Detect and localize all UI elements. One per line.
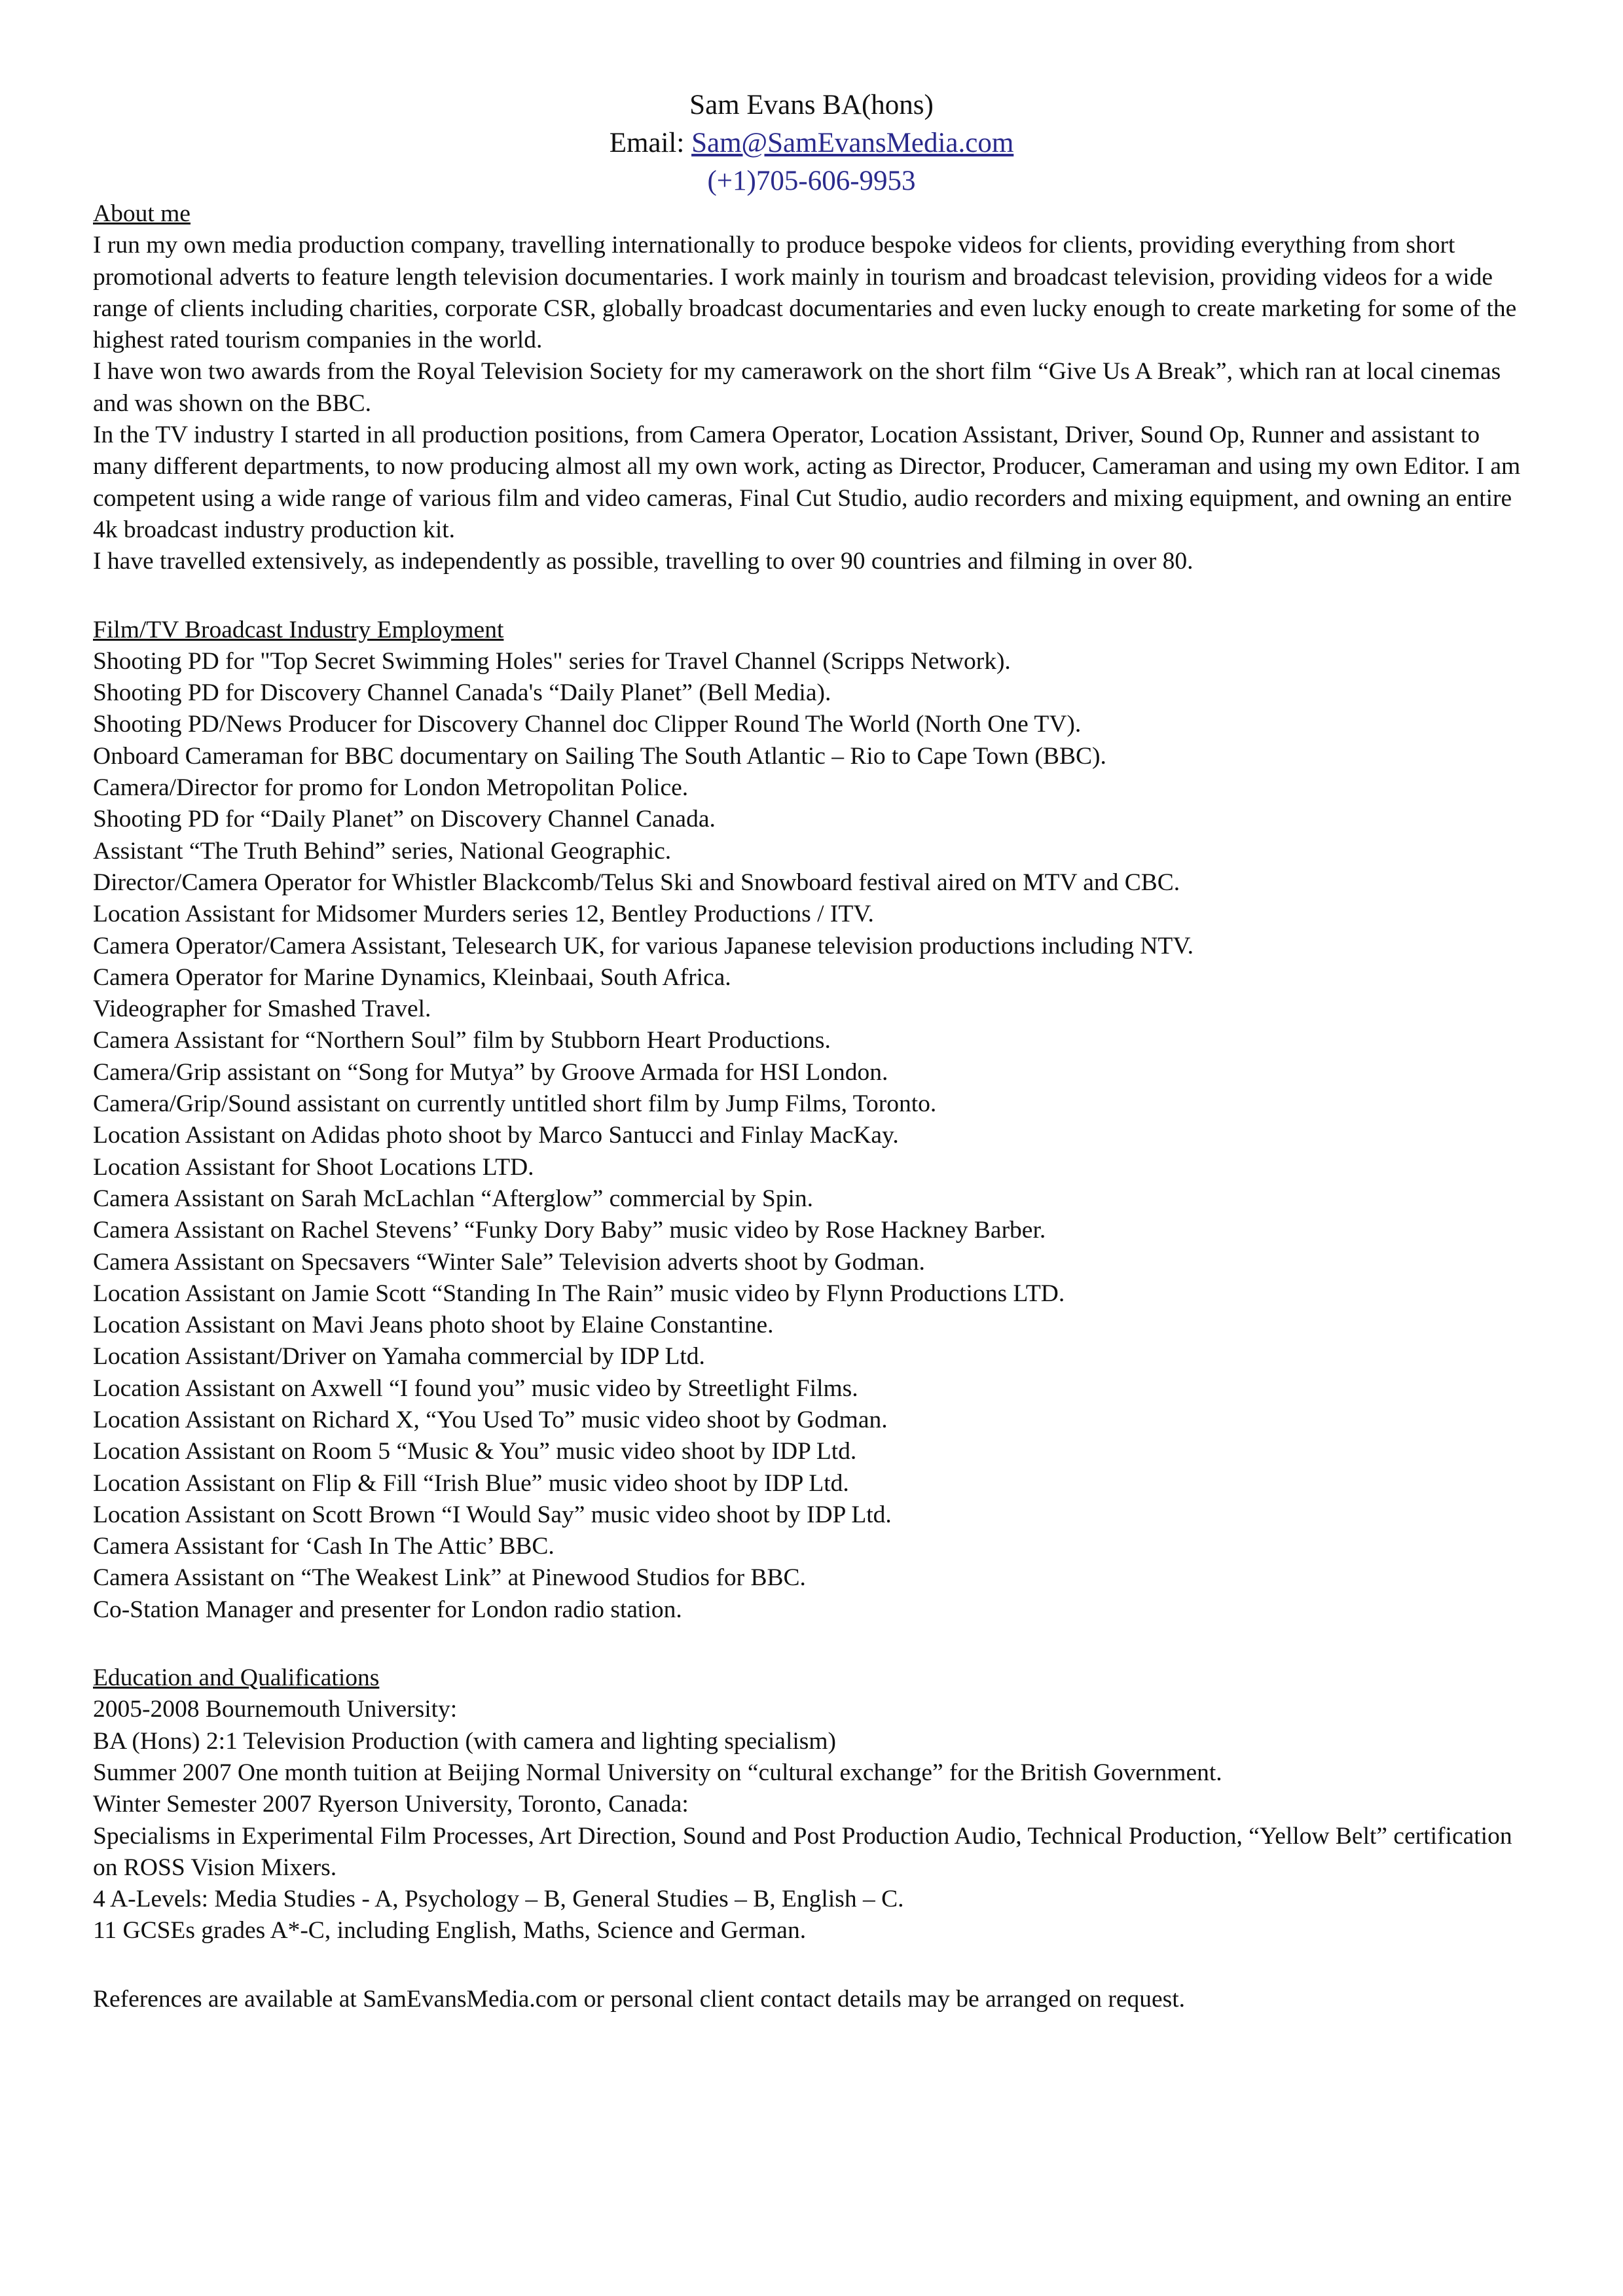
employment-list xyxy=(93,646,1533,1626)
employment-item: Location Assistant on Flip & Fill “Irish Blue” music video shoot by IDP Ltd. xyxy=(93,1469,849,1497)
employment-item: Location Assistant on Scott Brown “I Would Say” music video shoot by IDP Ltd. xyxy=(93,1501,892,1528)
education-item: Specialisms in Experimental Film Processes, Art Direction, Sound and Post Production Audio, Technical Production, “Yellow Belt” certification on ROSS Vision Mixers. xyxy=(93,1822,1512,1881)
education-item: Summer 2007 One month tuition at Beijing Normal University on “cultural exchange” for the British Government. xyxy=(93,1759,1222,1786)
employment-item: Camera Assistant for “Northern Soul” film by Stubborn Heart Productions. xyxy=(93,1027,831,1054)
about-paragraph: I run my own media production company, travelling internationally to produce bespoke videos for clients, providing everything from short promotional adverts to feature length television documentaries. I work mainly in tourism and broadcast television, providing videos for a wide range of clients including charities, corporate CSR, globally broadcast documentaries and even lucky enough to create marketing for some of the highest rated tourism companies in the world. xyxy=(93,232,1517,354)
email-link[interactable]: Sam@SamEvansMedia.com xyxy=(691,128,1014,158)
employment-item: Shooting PD for "Top Secret Swimming Holes" series for Travel Channel (Scripps Network). xyxy=(93,647,1011,675)
email-line xyxy=(0,124,1623,162)
education-item: Winter Semester 2007 Ryerson University, Toronto, Canada: xyxy=(93,1791,689,1818)
about-paragraph: In the TV industry I started in all production positions, from Camera Operator, Location Assistant, Driver, Sound Op, Runner and assistant to many different departments, to now producing almost all my own work, acting as Director, Producer, Cameraman and using my own Editor. I am competent using a wide range of various film and video cameras, Final Cut Studio, audio recorders and mixing equipment, and owning an entire 4k broadcast industry production kit. xyxy=(93,422,1521,543)
employment-item: Shooting PD for Discovery Channel Canada's “Daily Planet” (Bell Media). xyxy=(93,679,831,707)
about-paragraph: I have won two awards from the Royal Television Society for my camerawork on the short film “Give Us A Break”, which ran at local cinemas and was shown on the BBC. xyxy=(93,358,1501,417)
employment-item: Videographer for Smashed Travel. xyxy=(93,996,431,1023)
employment-item: Co-Station Manager and presenter for London radio station. xyxy=(93,1596,682,1623)
resume-body xyxy=(93,198,1533,2015)
employment-item: Camera Assistant on Specsavers “Winter Sale” Television adverts shoot by Godman. xyxy=(93,1248,925,1276)
education-section xyxy=(93,1662,1533,1947)
employment-item: Camera/Grip assistant on “Song for Mutya” by Groove Armada for HSI London. xyxy=(93,1058,888,1086)
education-heading: Education and Qualifications xyxy=(93,1664,380,1692)
references-note: References are available at SamEvansMedia.com or personal client contact details may be arranged on request. xyxy=(93,1985,1186,2013)
employment-item: Camera/Director for promo for London Metropolitan Police. xyxy=(93,774,689,802)
resume-header xyxy=(0,86,1623,200)
employment-item: Assistant “The Truth Behind” series, National Geographic. xyxy=(93,837,672,865)
employment-item: Camera Assistant for ‘Cash In The Attic’ BBC. xyxy=(93,1533,555,1560)
employment-item: Camera Operator/Camera Assistant, Telesearch UK, for various Japanese television productions including NTV. xyxy=(93,932,1194,960)
email-label: Email: xyxy=(609,128,692,158)
about-heading: About me xyxy=(93,200,191,227)
employment-item: Location Assistant for Shoot Locations LTD. xyxy=(93,1153,534,1181)
employment-item: Location Assistant on Mavi Jeans photo shoot by Elaine Constantine. xyxy=(93,1312,774,1339)
employment-item: Shooting PD for “Daily Planet” on Discovery Channel Canada. xyxy=(93,806,716,833)
employment-item: Location Assistant on Axwell “I found you” music video by Streetlight Films. xyxy=(93,1374,858,1402)
education-item: BA (Hons) 2:1 Television Production (with camera and lighting specialism) xyxy=(93,1727,837,1755)
education-item: 4 A-Levels: Media Studies - A, Psychology – B, General Studies – B, English – C. xyxy=(93,1886,904,1913)
employment-heading: Film/TV Broadcast Industry Employment xyxy=(93,616,504,643)
employment-item: Camera Operator for Marine Dynamics, Kleinbaai, South Africa. xyxy=(93,963,731,991)
employment-item: Location Assistant for Midsomer Murders series 12, Bentley Productions / ITV. xyxy=(93,901,874,928)
about-paragraph: I have travelled extensively, as independently as possible, travelling to over 90 countries and filming in over 80. xyxy=(93,548,1194,575)
section-spacer xyxy=(93,578,1533,615)
employment-item: Camera/Grip/Sound assistant on currently untitled short film by Jump Films, Toronto. xyxy=(93,1090,937,1118)
employment-section xyxy=(93,615,1533,1626)
education-item: 11 GCSEs grades A*-C, including English, Maths, Science and German. xyxy=(93,1917,807,1945)
employment-item: Onboard Cameraman for BBC documentary on Sailing The South Atlantic – Rio to Cape Town (BBC). xyxy=(93,742,1106,770)
education-list xyxy=(93,1694,1533,1946)
employment-item: Director/Camera Operator for Whistler Blackcomb/Telus Ski and Snowboard festival aired on MTV and CBC. xyxy=(93,869,1180,896)
employment-item: Shooting PD/News Producer for Discovery Channel doc Clipper Round The World (North One TV). xyxy=(93,711,1082,738)
employment-item: Location Assistant/Driver on Yamaha commercial by IDP Ltd. xyxy=(93,1343,705,1371)
employment-item: Location Assistant on Room 5 “Music & You” music video shoot by IDP Ltd. xyxy=(93,1438,857,1465)
employment-item: Location Assistant on Richard X, “You Used To” music video shoot by Godman. xyxy=(93,1406,888,1433)
employment-item: Camera Assistant on Sarah McLachlan “Afterglow” commercial by Spin. xyxy=(93,1185,814,1212)
education-item: 2005-2008 Bournemouth University: xyxy=(93,1696,458,1723)
phone-number: (+1)705-606-9953 xyxy=(707,166,916,196)
candidate-name: Sam Evans BA(hons) xyxy=(689,90,934,120)
employment-item: Location Assistant on Adidas photo shoot by Marco Santucci and Finlay MacKay. xyxy=(93,1122,899,1149)
employment-item: Camera Assistant on Rachel Stevens’ “Funky Dory Baby” music video by Rose Hackney Barber. xyxy=(93,1217,1046,1244)
employment-item: Location Assistant on Jamie Scott “Standing In The Rain” music video by Flynn Productions LTD. xyxy=(93,1280,1065,1307)
about-section xyxy=(93,198,1533,578)
section-spacer xyxy=(93,1947,1533,1984)
section-spacer xyxy=(93,1626,1533,1662)
employment-item: Camera Assistant on “The Weakest Link” at Pinewood Studios for BBC. xyxy=(93,1564,806,1592)
